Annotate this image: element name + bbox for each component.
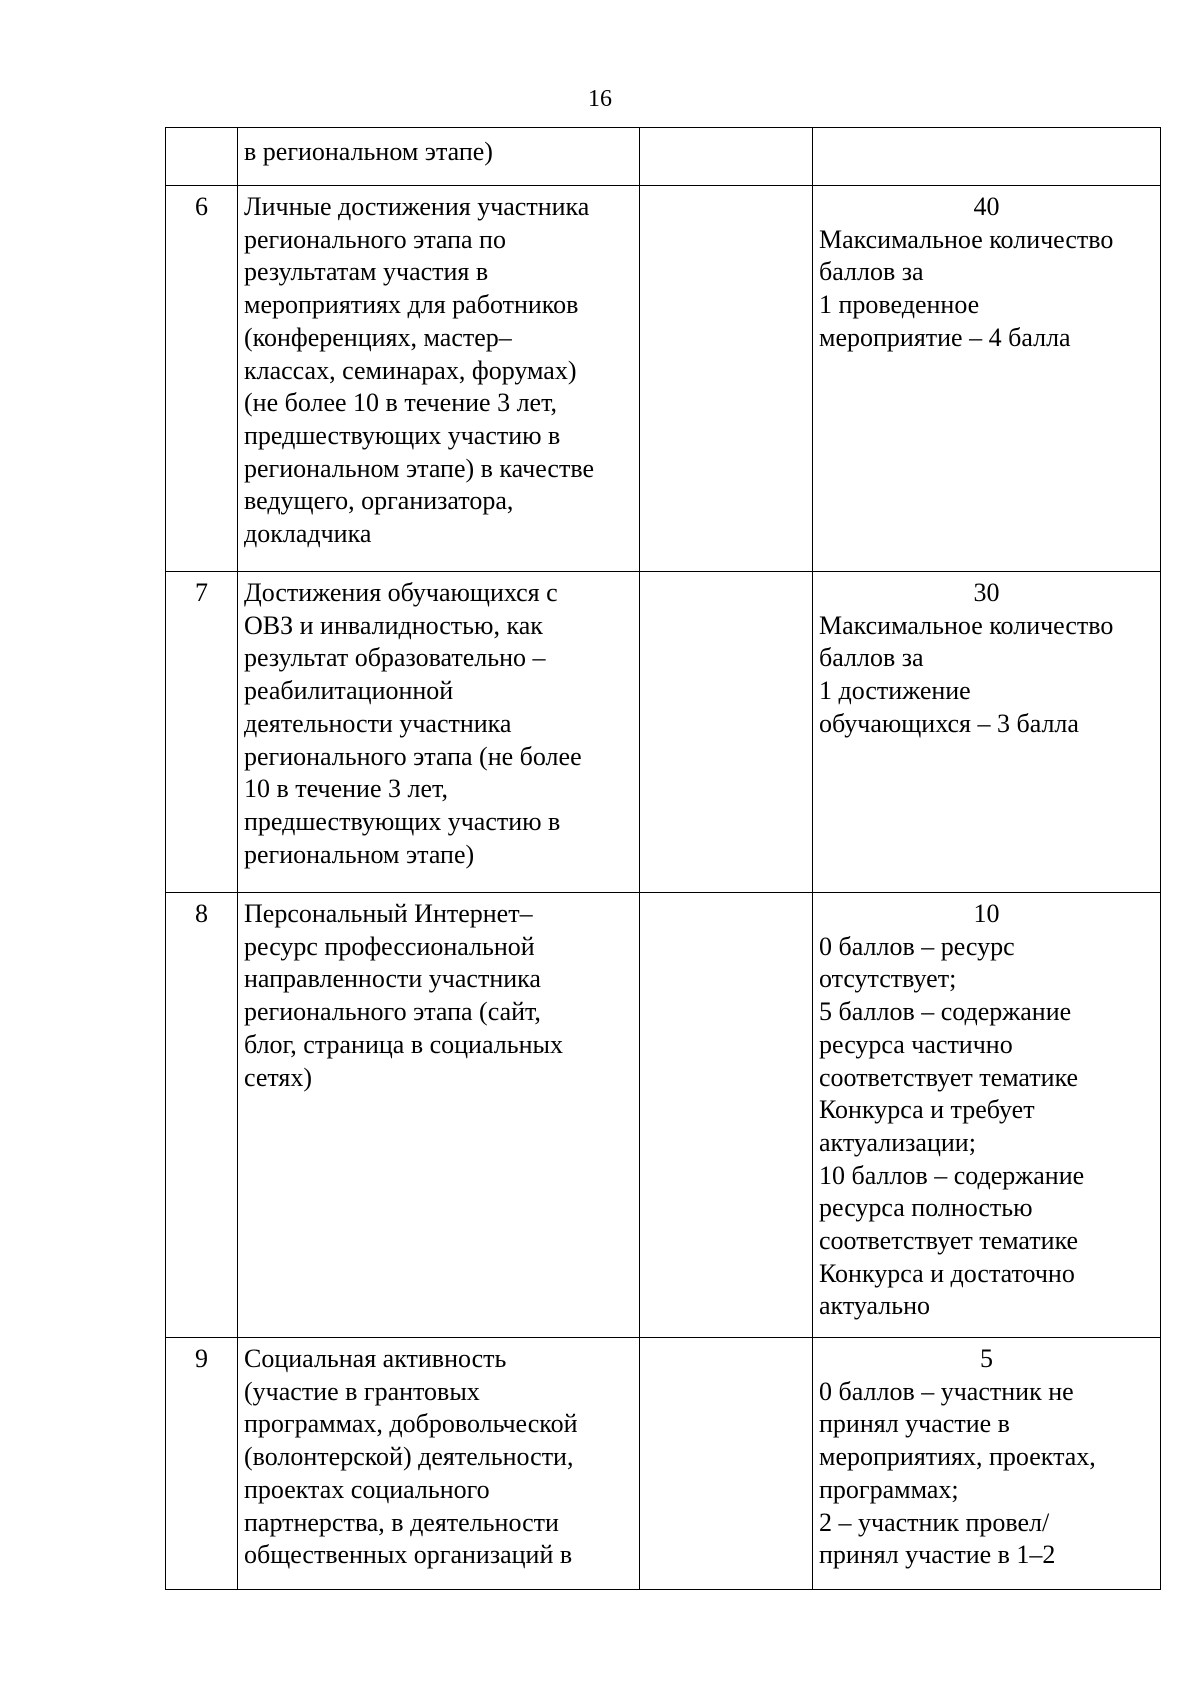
max-score: 40 [973,192,1000,221]
scoring-line: баллов за [819,643,924,673]
description-line: регионального этапа (сайт, [244,997,541,1027]
description-line: деятельности участника [244,708,512,738]
description-line: (конференциях, мастер– [244,322,512,352]
scoring-line: принял участие в 1–2 [819,1540,1056,1570]
blank-cell [640,1338,813,1590]
description-line: ведущего, организатора, [244,486,514,516]
scoring-line: Конкурса и требует [819,1095,1035,1125]
blank-cell [640,186,813,572]
description-line: (не более 10 в течение 3 лет, [244,388,557,418]
scoring-line: Максимальное количество [819,610,1114,640]
description-line: блог, страница в социальных [244,1029,563,1059]
criterion-number [166,128,238,186]
description-line: предшествующих участию в [244,420,561,450]
criterion-number: 9 [166,1338,238,1590]
scoring-cell [813,186,1161,572]
scoring-line: мероприятие – 4 балла [819,322,1071,352]
description-line: (участие в грантовых [244,1376,480,1406]
criterion-description [238,1338,640,1590]
description-line: партнерства, в деятельности [244,1507,559,1537]
max-score: 10 [973,899,1000,928]
blank-cell [640,893,813,1338]
description-line: сетях) [244,1062,313,1092]
scoring-line: Максимальное количество [819,224,1114,254]
scoring-line: принял участие в [819,1409,1010,1439]
criteria-table-body [166,128,1161,1590]
description-line: регионального этапа по [244,224,506,254]
scoring-cell [813,572,1161,893]
scoring-line: 5 баллов – содержание [819,997,1072,1027]
scoring-line: мероприятиях, проектах, [819,1442,1096,1472]
table-row [166,1338,1161,1590]
table-row [166,186,1161,572]
criterion-description [238,186,640,572]
criterion-number: 6 [166,186,238,572]
scoring-line: 1 проведенное [819,290,980,320]
description-line: мероприятиях для работников [244,290,579,320]
description-line: в региональном этапе) [244,137,493,166]
scoring-cell [813,1338,1161,1590]
scoring-line: обучающихся – 3 балла [819,708,1079,738]
description-line: Персональный Интернет– [244,899,533,928]
scoring-cell [813,128,1161,186]
description-line: классах, семинарах, форумах) [244,355,577,385]
scoring-line: актуализации; [819,1127,976,1157]
description-line: Достижения обучающихся с [244,578,558,607]
description-line: регионального этапа (не более [244,741,582,771]
scoring-line: ресурса полностью [819,1193,1033,1223]
criteria-table [165,127,1161,1590]
criterion-description [238,893,640,1338]
description-line: (волонтерской) деятельности, [244,1442,574,1472]
scoring-line: баллов за [819,257,924,287]
description-line: докладчика [244,519,372,549]
description-line: программах, добровольческой [244,1409,578,1439]
scoring-line: Конкурса и достаточно [819,1258,1075,1288]
scoring-line: 0 баллов – участник не [819,1376,1074,1406]
blank-cell [640,128,813,186]
description-line: Личные достижения участника [244,192,590,221]
description-line: направленности участника [244,964,541,994]
description-line: ресурс профессиональной [244,931,535,961]
description-line: результатам участия в [244,257,489,287]
description-line: ОВЗ и инвалидностью, как [244,610,543,640]
scoring-line: соответствует тематике [819,1062,1079,1092]
scoring-line: 2 – участник провел/ [819,1507,1050,1537]
scoring-line: отсутствует; [819,964,957,994]
description-line: общественных организаций в [244,1540,573,1570]
criterion-number: 8 [166,893,238,1338]
table-row [166,128,1161,186]
description-line: региональном этапе) в качестве [244,453,594,483]
page-number: 16 [588,86,612,112]
description-line: 10 в течение 3 лет, [244,774,448,804]
max-score: 5 [980,1344,993,1373]
description-line: Социальная активность [244,1344,507,1373]
description-line: реабилитационной [244,676,454,706]
blank-cell [640,572,813,893]
description-line: предшествующих участию в [244,806,561,836]
scoring-cell [813,893,1161,1338]
criterion-description [238,128,640,186]
description-line: региональном этапе) [244,839,475,869]
scoring-line: актуально [819,1291,931,1321]
scoring-line: 0 баллов – ресурс [819,931,1015,961]
scoring-line: 10 баллов – содержание [819,1160,1085,1190]
criterion-number: 7 [166,572,238,893]
table-row [166,893,1161,1338]
description-line: результат образовательно – [244,643,546,673]
criterion-description [238,572,640,893]
description-line: проектах социального [244,1474,490,1504]
scoring-line: программах; [819,1474,959,1504]
scoring-line: 1 достижение [819,676,971,706]
table-row [166,572,1161,893]
max-score: 30 [973,578,1000,607]
scoring-line: соответствует тематике [819,1226,1079,1256]
scoring-line: ресурса частично [819,1029,1013,1059]
